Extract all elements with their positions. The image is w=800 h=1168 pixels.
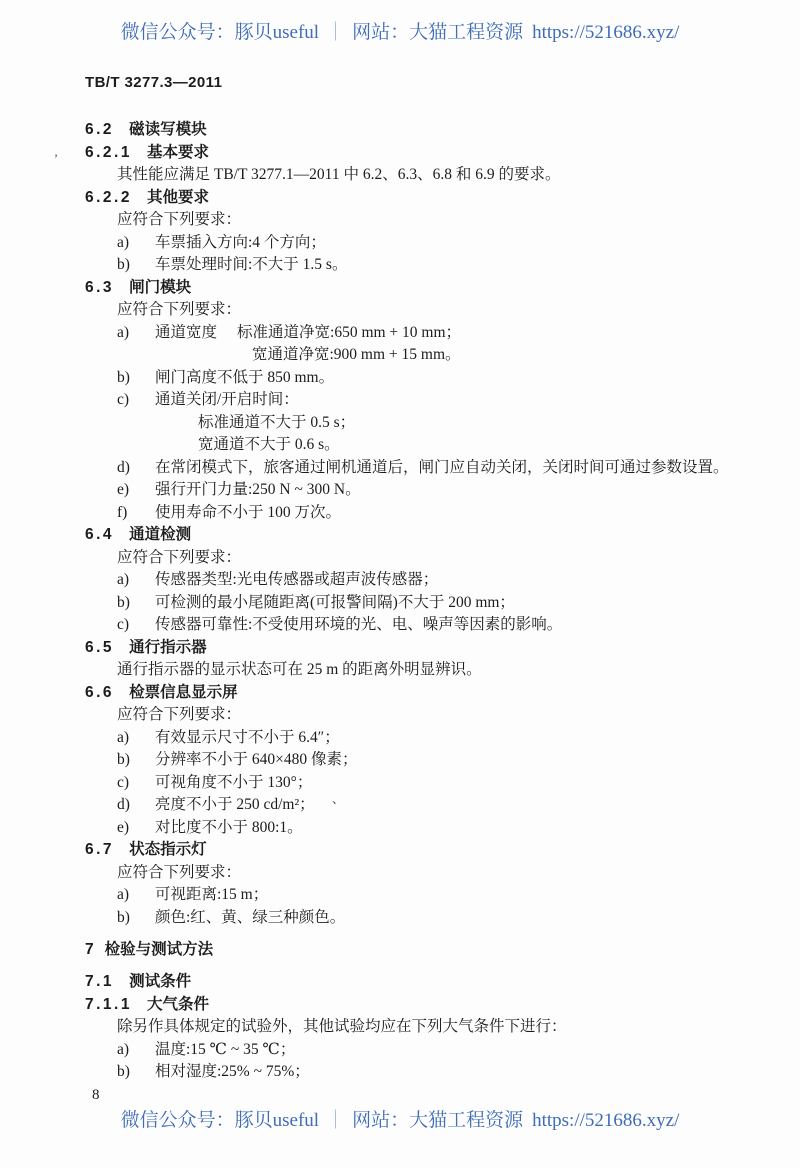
- standard-number: TB/T 3277.3—2011: [85, 74, 223, 91]
- list-text: 有效显示尺寸不小于 6.4″；: [155, 728, 340, 746]
- list-text: 分辨率不小于 640×480 像素；: [155, 751, 358, 768]
- heading-title: 基本要求: [146, 143, 209, 161]
- heading-title: 状态指示灯: [129, 841, 207, 858]
- list-item-b: [85, 907, 760, 930]
- list-label: a): [117, 233, 130, 251]
- heading-6-6: [85, 682, 760, 705]
- heading-number: 6.4: [85, 526, 115, 543]
- list-text: 使用寿命不小于 100 万次。: [155, 503, 342, 521]
- list-label: a): [117, 1040, 130, 1058]
- heading-title: 闸门模块: [129, 278, 192, 296]
- list-item-b: [85, 367, 760, 390]
- list-text: 亮度不小于 250 cd/m²；: [155, 796, 315, 813]
- paragraph: 除另作具体规定的试验外，其他试验均应在下列大气条件下进行：: [117, 1018, 567, 1035]
- list-label: e): [117, 818, 130, 836]
- heading-title: 其他要求: [146, 188, 209, 206]
- list-label: b): [117, 751, 130, 768]
- list-text: 可视角度不小于 130°；: [155, 773, 313, 791]
- heading-6-4: [85, 524, 760, 547]
- list-label: b): [117, 256, 130, 273]
- heading-title: 大气条件: [146, 995, 209, 1013]
- list-label: e): [117, 481, 130, 498]
- list-text: 可视距离:15 m；: [155, 886, 269, 903]
- list-item-e: [85, 817, 760, 840]
- list-item-e: [85, 479, 760, 502]
- list-text-detail: 标准通道净宽:650 mm + 10 mm；: [237, 323, 462, 341]
- heading-6-2-1: [85, 142, 760, 165]
- list-item-c: [85, 772, 760, 795]
- paragraph: 应符合下列要求：: [117, 211, 242, 228]
- heading-number: 7.1: [85, 973, 115, 990]
- list-text: 传感器可靠性:不受使用环境的光、电、噪声等因素的影响。: [155, 616, 563, 633]
- heading-6-7: [85, 839, 760, 862]
- list-label: a): [117, 323, 130, 341]
- list-item-b: [85, 1061, 760, 1084]
- watermark-separator: ｜: [326, 1110, 346, 1131]
- watermark-site-label: 网站：大猫工程资源: [352, 22, 524, 43]
- continuation-line: 宽通道不大于 0.6 s。: [198, 436, 340, 453]
- heading-number: 6.2.1: [85, 143, 132, 161]
- list-label: d): [117, 796, 130, 813]
- watermark-bottom: [0, 1109, 800, 1133]
- list-text: 传感器类型:光电传感器或超声波传感器；: [155, 571, 439, 588]
- heading-number: 6.7: [85, 841, 115, 858]
- paragraph: 通行指示器的显示状态可在 25 m 的距离外明显辨识。: [117, 661, 482, 678]
- scan-speck: ’: [54, 151, 58, 165]
- list-label: b): [117, 593, 130, 611]
- heading-7-1: [85, 971, 760, 994]
- list-text: 通道关闭/开启时间：: [155, 391, 299, 408]
- list-label: a): [117, 886, 130, 903]
- list-text: 颜色:红、黄、绿三种颜色。: [155, 908, 346, 926]
- list-item-b: [85, 749, 760, 772]
- list-item-a: [85, 569, 760, 592]
- list-label: c): [117, 773, 130, 791]
- paragraph: 应符合下列要求：: [117, 301, 242, 318]
- heading-6-5: [85, 637, 760, 660]
- paragraph: 应符合下列要求：: [117, 706, 242, 723]
- list-text: 在常闭模式下，旅客通过闸机通道后，闸门应自动关闭，关闭时间可通过参数设置。: [155, 458, 729, 476]
- list-text: 通道宽度: [155, 323, 218, 341]
- list-label: c): [117, 391, 130, 408]
- list-item-f: [85, 502, 760, 525]
- list-text: 车票插入方向:4 个方向；: [155, 233, 326, 251]
- list-label: b): [117, 1063, 130, 1080]
- heading-title: 通行指示器: [129, 638, 207, 656]
- watermark-top: [0, 21, 800, 45]
- watermark-separator: ｜: [326, 22, 346, 43]
- list-label: a): [117, 571, 130, 588]
- list-item-c: [85, 389, 760, 412]
- list-item-d: [85, 457, 760, 480]
- list-label: f): [117, 503, 128, 521]
- heading-title: 测试条件: [129, 973, 192, 990]
- document-body: [85, 119, 760, 1106]
- list-item-b: [85, 592, 760, 615]
- paragraph: 应符合下列要求：: [117, 548, 242, 566]
- list-label: b): [117, 908, 130, 926]
- heading-title: 检验与测试方法: [104, 940, 214, 958]
- heading-number: 6.3: [85, 278, 115, 296]
- heading-title: 磁读写模块: [129, 121, 207, 138]
- list-item-a: [85, 1039, 760, 1062]
- page-number: 8: [92, 1086, 100, 1103]
- list-text: 相对湿度:25% ~ 75%；: [155, 1063, 310, 1080]
- watermark-url: https://521686.xyz/: [532, 22, 680, 43]
- list-item-a: [85, 884, 760, 907]
- list-text: 温度:15 ℃ ~ 35 ℃；: [155, 1040, 296, 1058]
- list-text: 对比度不小于 800:1。: [155, 818, 303, 836]
- heading-title: 通道检测: [129, 526, 192, 543]
- heading-number: 6.2.2: [85, 188, 132, 206]
- list-text: 强行开门力量:250 N ~ 300 N。: [155, 481, 361, 498]
- list-item-c: [85, 614, 760, 637]
- heading-7-1-1: [85, 994, 760, 1017]
- heading-6-3: [85, 277, 760, 300]
- list-label: c): [117, 616, 130, 633]
- list-text: 可检测的最小尾随距离(可报警间隔)不大于 200 mm；: [155, 593, 515, 611]
- continuation-line: 宽通道净宽:900 mm + 15 mm。: [252, 346, 461, 363]
- watermark-wechat-label: 微信公众号：豚贝useful: [120, 1110, 320, 1131]
- heading-title: 检票信息显示屏: [129, 683, 238, 701]
- heading-number: 6.5: [85, 638, 115, 656]
- continuation-line: 标准通道不大于 0.5 s；: [198, 413, 356, 431]
- paragraph: 应符合下列要求：: [117, 863, 242, 881]
- list-item-a: [85, 322, 760, 345]
- list-item-a: [85, 727, 760, 750]
- heading-6-2: [85, 119, 760, 142]
- list-item-a: [85, 232, 760, 255]
- heading-number: 6.2: [85, 121, 115, 138]
- list-text: 闸门高度不低于 850 mm。: [155, 368, 335, 386]
- paragraph: 其性能应满足 TB/T 3277.1—2011 中 6.2、6.3、6.8 和 6.9 的要求。: [117, 166, 561, 183]
- heading-number: 7: [85, 940, 94, 958]
- list-label: d): [117, 458, 130, 476]
- watermark-site-label: 网站：大猫工程资源: [352, 1110, 524, 1131]
- list-item-b: [85, 254, 760, 277]
- heading-6-2-2: [85, 187, 760, 210]
- heading-number: 7.1.1: [85, 995, 132, 1013]
- watermark-url: https://521686.xyz/: [532, 1110, 680, 1131]
- list-item-d: [85, 794, 760, 817]
- scan-speck: 、: [332, 792, 345, 806]
- list-text: 车票处理时间:不大于 1.5 s。: [155, 256, 348, 273]
- heading-number: 6.6: [85, 683, 115, 701]
- watermark-wechat-label: 微信公众号：豚贝useful: [120, 22, 320, 43]
- heading-chapter-7: [85, 939, 760, 962]
- list-label: a): [117, 728, 130, 746]
- list-label: b): [117, 368, 130, 386]
